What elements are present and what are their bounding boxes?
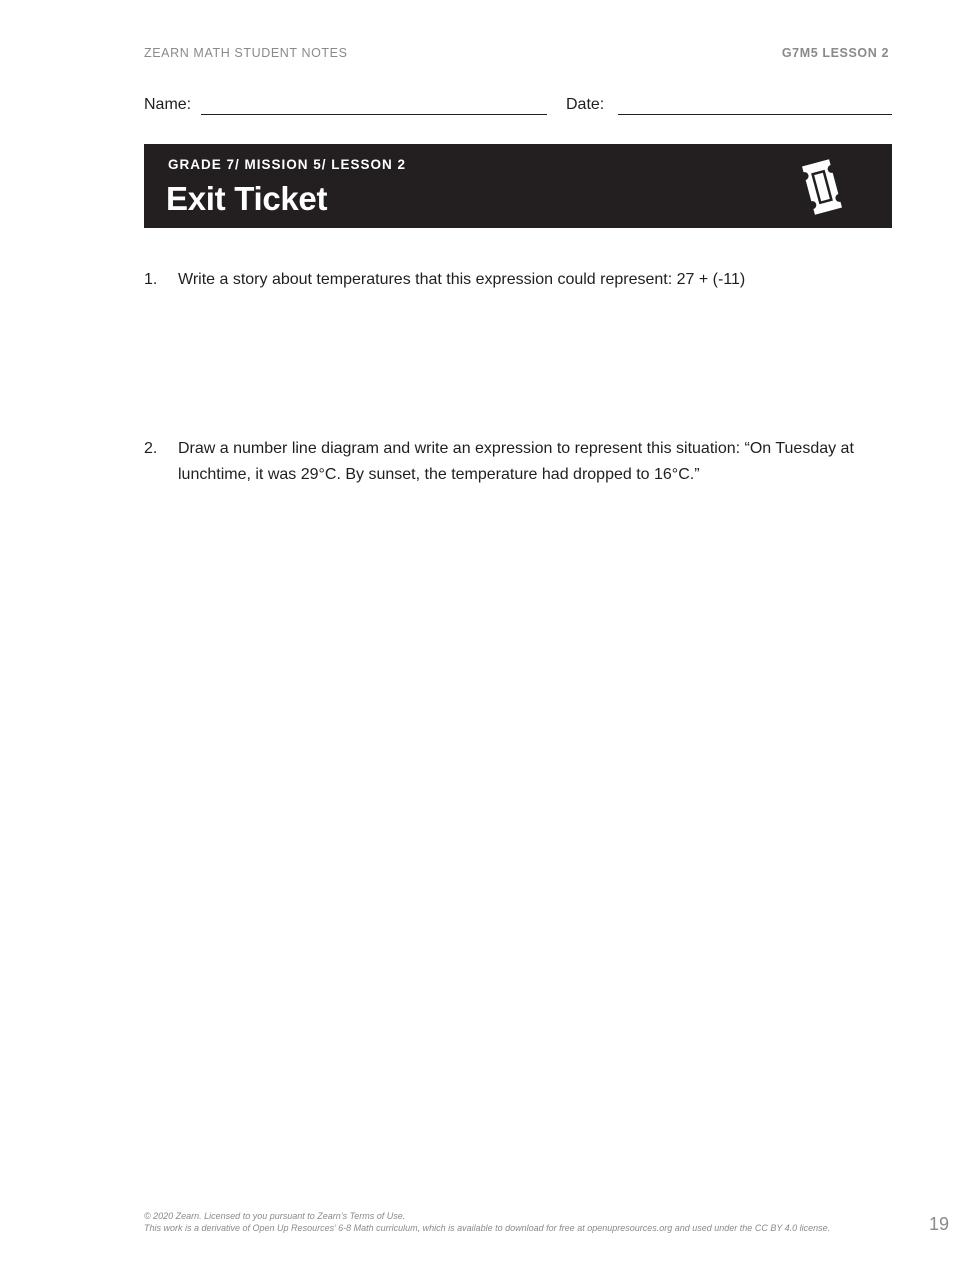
question-1 (144, 267, 892, 293)
question-number: 2. (144, 440, 158, 457)
ticket-icon (798, 158, 846, 216)
name-date-row (144, 96, 892, 118)
question-text: Draw a number line diagram and write an expression to represent this situation: “On Tuesday at lunchtime, it was 29°C. By sunset, the temperature had dropped to 16°C.” (178, 440, 854, 483)
date-label: Date: (566, 96, 605, 113)
footer-copyright: © 2020 Zearn. Licensed to you pursuant to Zearn’s Terms of Use. (144, 1211, 406, 1221)
footer-attribution: This work is a derivative of Open Up Resources’ 6-8 Math curriculum, which is available to download for free at openupresources.org and used under the CC BY 4.0 license. (144, 1223, 831, 1233)
question-text: Write a story about temperatures that this expression could represent: 27 + (-11) (178, 271, 746, 288)
page-number: 19 (928, 1214, 949, 1234)
lesson-code: G7M5 LESSON 2 (781, 46, 889, 60)
question-number: 1. (144, 271, 158, 288)
exit-ticket-banner (144, 144, 892, 228)
header-title: ZEARN MATH STUDENT NOTES (144, 46, 348, 60)
footer-license (144, 1210, 830, 1234)
banner-subtitle: GRADE 7/ MISSION 5/ LESSON 2 (168, 157, 407, 172)
date-field-line[interactable] (618, 114, 892, 115)
banner-title: Exit Ticket (166, 180, 328, 217)
name-field-line[interactable] (201, 114, 547, 115)
question-2 (144, 436, 892, 488)
name-label: Name: (144, 96, 192, 113)
